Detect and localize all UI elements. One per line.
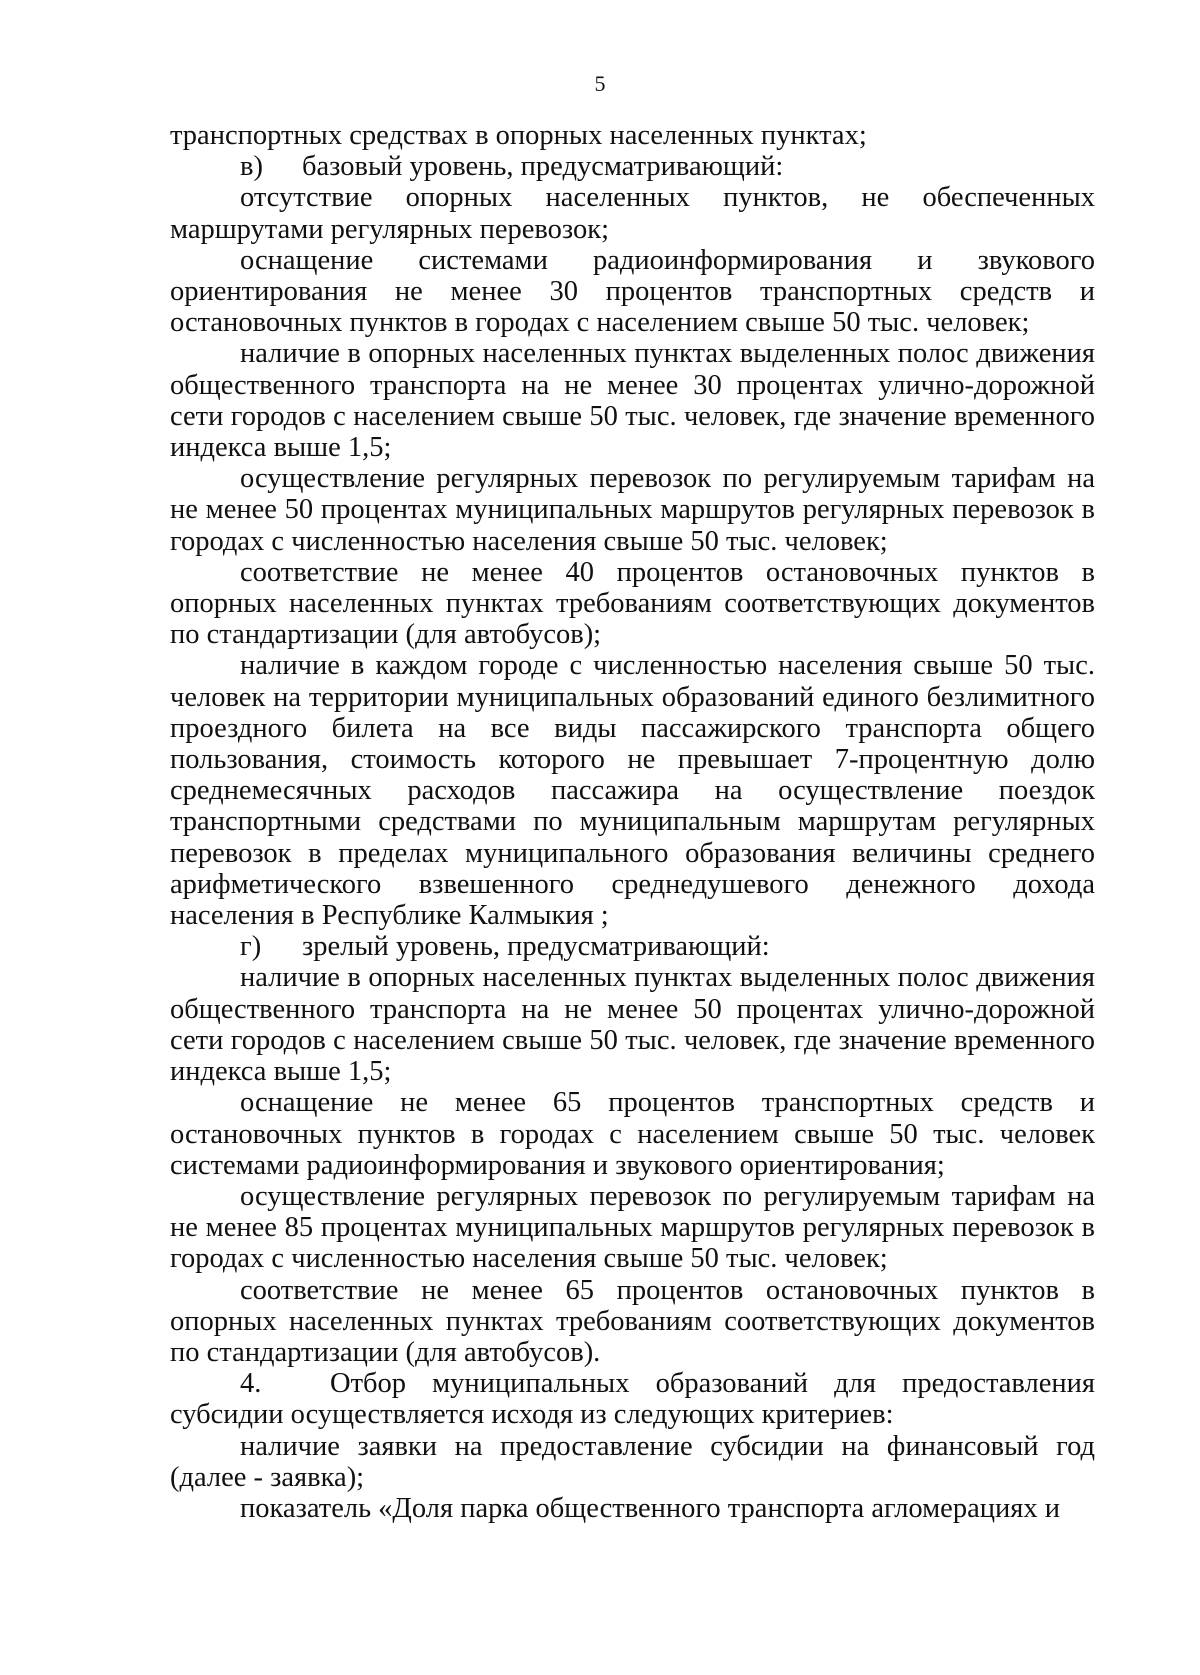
- paragraph: отсутствие опорных населенных пунктов, не обеспеченных маршрутами регулярных перевозок;: [170, 182, 1095, 245]
- list-item-text: зрелый уровень, предусматривающий:: [302, 931, 770, 963]
- continuation-line: транспортных средствах в опорных населенных пунктах;: [170, 120, 867, 151]
- paragraph: осуществление регулярных перевозок по регулируемым тарифам на не менее 50 процентах муниципальных маршрутов регулярных перевозок в городах с численностью населения свыше 50 тыс. человек;: [170, 463, 1095, 557]
- paragraph: наличие в опорных населенных пунктах выделенных полос движения общественного транспорта на не менее 50 процентах улично-дорожной сети городов с населением свыше 50 тыс. человек, где значение временного индекса выше 1,5;: [170, 962, 1095, 1088]
- list-marker: 4.: [240, 1368, 262, 1400]
- numbered-item-4: [170, 1368, 1095, 1430]
- list-marker: в): [240, 151, 263, 183]
- list-item-text: Отбор муниципальных образований для предоставления субсидии осуществляется исходя из следующих критериев:: [170, 1368, 1095, 1431]
- paragraph: наличие в опорных населенных пунктах выделенных полос движения общественного транспорта на не менее 30 процентах улично-дорожной сети городов с населением свыше 50 тыс. человек, где значение временного индекса выше 1,5;: [170, 338, 1095, 464]
- paragraph: соответствие не менее 40 процентов остановочных пунктов в опорных населенных пунктах требованиям соответствующих документов по стандартизации (для автобусов);: [170, 556, 1095, 651]
- page-number: 5: [594, 71, 606, 96]
- list-marker: г): [240, 931, 262, 963]
- paragraph: осуществление регулярных перевозок по регулируемым тарифам на не менее 85 процентах муниципальных маршрутов регулярных перевозок в городах с численностью населения свыше 50 тыс. человек;: [170, 1180, 1095, 1275]
- paragraph: оснащение не менее 65 процентов транспортных средств и остановочных пунктов в городах с населением свыше 50 тыс. человек системами радиоинформирования и звукового ориентирования;: [170, 1087, 1095, 1181]
- paragraph: соответствие не менее 65 процентов остановочных пунктов в опорных населенных пунктах требованиям соответствующих документов по стандартизации (для автобусов).: [170, 1274, 1095, 1368]
- paragraph-last: показатель «Доля парка общественного транспорта агломерациях и: [240, 1492, 1060, 1524]
- paragraph: наличие в каждом городе с численностью населения свыше 50 тыс. человек на территории муниципальных образований единого безлимитного проездного билета на все виды пассажирского транспорта общего пользования, стоимость которого не превышает 7-процентную долю среднемесячных расходов пассажира на осуществление поездок транспортными средствами по муниципальным маршрутам регулярных перевозок в пределах муниципального образования величины среднего арифметического взвешенного среднедушевого денежного дохода населения в Республике Калмыкия ;: [170, 650, 1095, 932]
- document-body: [170, 120, 1095, 1524]
- paragraph: оснащение системами радиоинформирования и звукового ориентирования не менее 30 процентов транспортных средств и остановочных пунктов в городах с населением свыше 50 тыс. человек;: [170, 244, 1095, 339]
- list-item-text: базовый уровень, предусматривающий:: [302, 151, 784, 183]
- list-item-v: [170, 151, 1095, 182]
- paragraph: наличие заявки на предоставление субсидии на финансовый год (далее - заявка);: [170, 1430, 1095, 1493]
- list-item-g: [170, 931, 1095, 962]
